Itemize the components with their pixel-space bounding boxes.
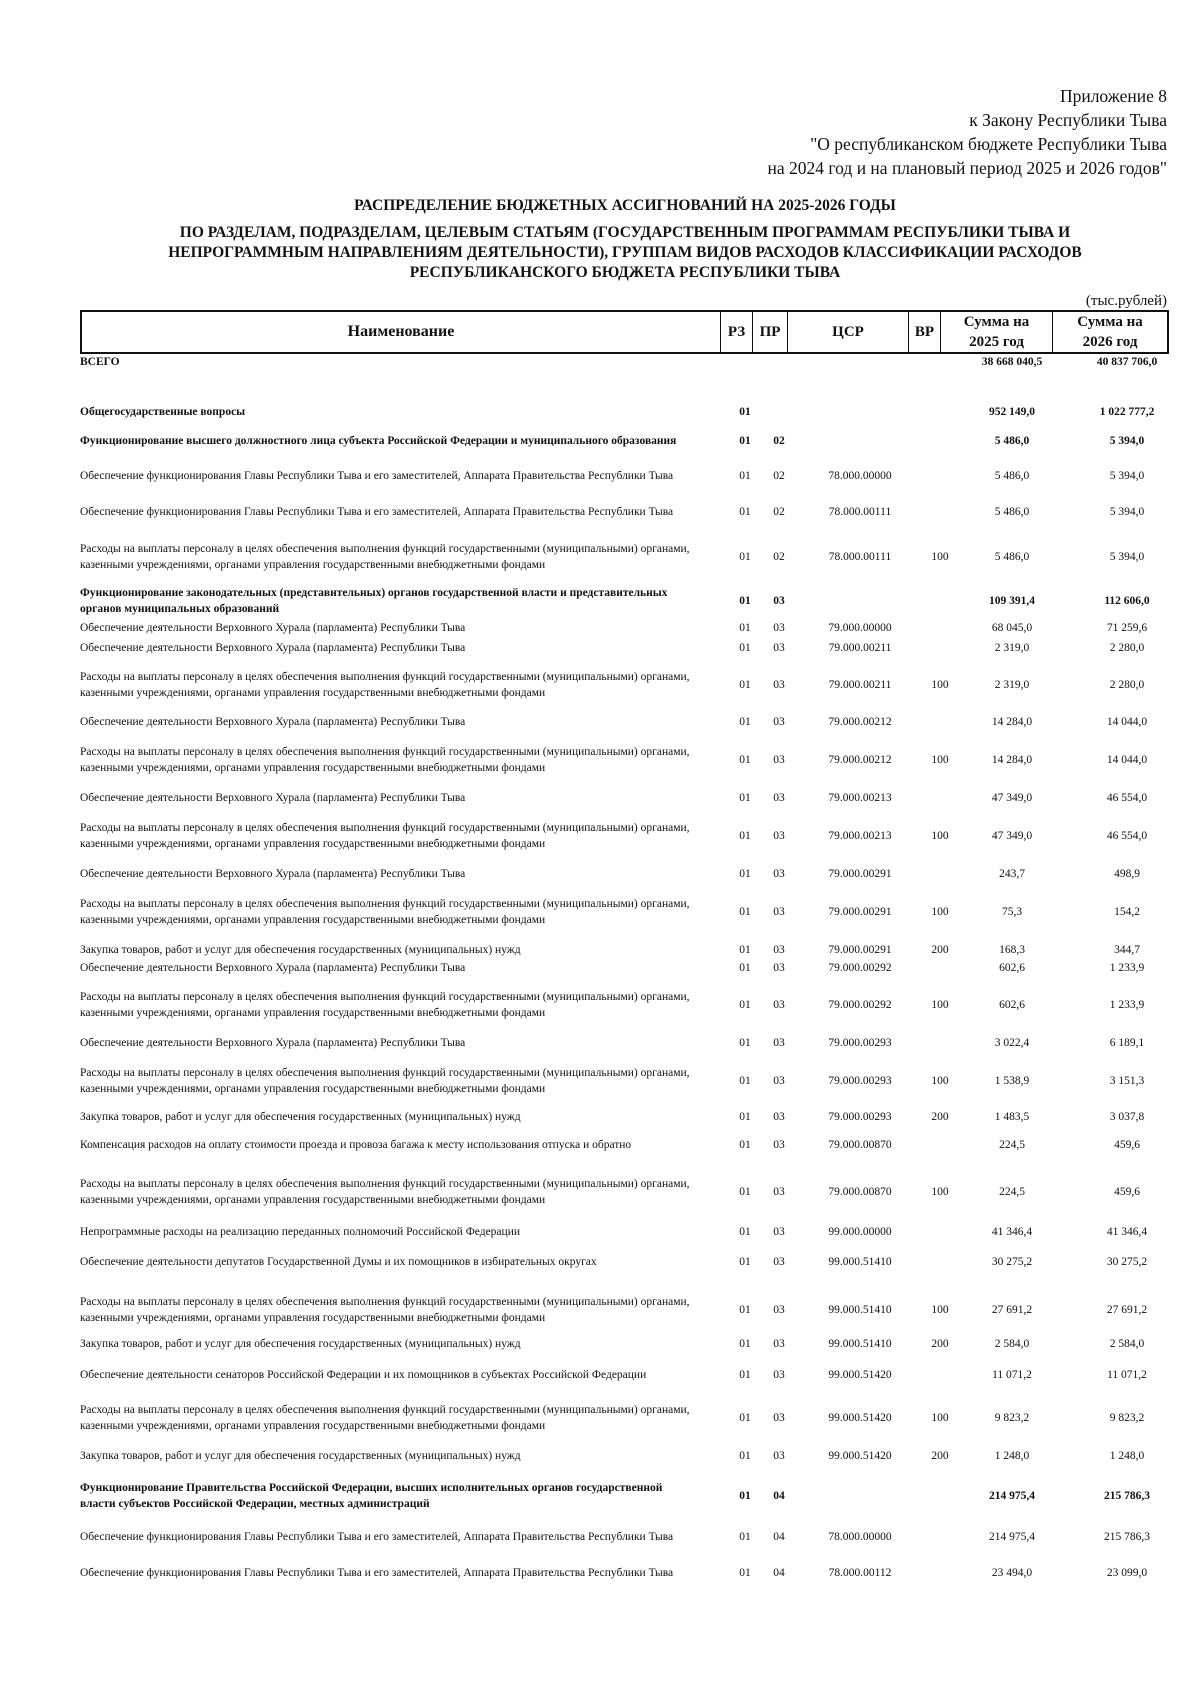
row-sum-2025: 68 045,0 (991, 622, 1033, 634)
row-sum-2025: 602,6 (999, 999, 1025, 1011)
title-line-1: РАСПРЕДЕЛЕНИЕ БЮДЖЕТНЫХ АССИГНОВАНИЙ НА 2025-2026 ГОДЫ (354, 197, 896, 214)
row-sum-2026: 498,9 (1114, 868, 1140, 880)
document-title (80, 196, 1170, 283)
row-rz: 01 (739, 1450, 751, 1462)
row-rz: 01 (739, 830, 751, 842)
row-sum-2025: 224,5 (999, 1186, 1025, 1198)
row-name: Расходы на выплаты персоналу в целях обеспечения выполнения функций государственными (муниципальными) органами, казенными учреждениями, органами управления государственными внебюджетными фондами (80, 1066, 690, 1095)
row-sum-2026: 2 280,0 (1109, 679, 1145, 691)
row-sum-2025: 23 494,0 (991, 1567, 1033, 1579)
row-sum-2025: 27 691,2 (991, 1304, 1033, 1316)
row-sum-2025: 14 284,0 (991, 716, 1033, 728)
table-header (80, 310, 1169, 354)
row-csr: 99.000.51420 (828, 1369, 892, 1381)
row-rz: 01 (739, 944, 751, 956)
row-rz: 01 (739, 1531, 751, 1543)
appendix-line-1: Приложение 8 (1059, 86, 1167, 106)
row-sum-2025: 214 975,4 (989, 1531, 1035, 1543)
row-name: Расходы на выплаты персоналу в целях обеспечения выполнения функций государственными (муниципальными) органами, казенными учреждениями, органами управления государственными внебюджетными фондами (80, 897, 690, 926)
row-rz: 01 (739, 1256, 751, 1268)
row-name: Обеспечение деятельности Верховного Хурала (парламента) Республики Тыва (80, 621, 466, 634)
table-row (80, 1034, 1169, 1052)
table-row (80, 403, 1169, 421)
row-sum-2025: 2 584,0 (994, 1338, 1030, 1350)
row-sum-2026: 112 606,0 (1104, 595, 1150, 607)
row-vr: 100 (931, 1412, 949, 1424)
table-row (80, 1108, 1169, 1126)
table-row (80, 713, 1169, 731)
table-row (80, 495, 1169, 529)
row-sum-2026: 40 837 706,0 (1096, 356, 1158, 368)
row-name: Расходы на выплаты персоналу в целях обеспечения выполнения функций государственными (муниципальными) органами, казенными учреждениями, органами управления государственными внебюджетными фондами (80, 542, 690, 571)
table-row (80, 1223, 1169, 1241)
row-sum-2026: 23 099,0 (1106, 1567, 1148, 1579)
row-rz: 01 (739, 642, 751, 654)
row-name: Обеспечение деятельности Верховного Хурала (парламента) Республики Тыва (80, 867, 466, 880)
row-pr: 03 (773, 1304, 785, 1316)
row-sum-2026: 1 022 777,2 (1099, 406, 1155, 418)
column-header-pr: ПР (753, 312, 788, 352)
row-pr: 03 (773, 830, 785, 842)
row-sum-2026: 14 044,0 (1106, 716, 1148, 728)
title-line-4: РЕСПУБЛИКАНСКОГО БЮДЖЕТА РЕСПУБЛИКИ ТЫВА (409, 264, 841, 281)
row-csr: 99.000.51420 (828, 1450, 892, 1462)
row-name: Обеспечение деятельности депутатов Государственной Думы и их помощников в избирательных округах (80, 1255, 597, 1268)
row-rz: 01 (739, 506, 751, 518)
row-sum-2026: 459,6 (1114, 1139, 1140, 1151)
row-vr: 100 (931, 906, 949, 918)
table-row (80, 1253, 1169, 1271)
row-rz: 01 (739, 622, 751, 634)
row-name: Обеспечение деятельности Верховного Хурала (парламента) Республики Тыва (80, 1036, 466, 1049)
row-pr: 03 (773, 1450, 785, 1462)
row-pr: 03 (773, 642, 785, 654)
table-row (80, 353, 1169, 371)
row-csr: 78.000.00112 (828, 1567, 892, 1579)
row-sum-2026: 2 280,0 (1109, 642, 1145, 654)
column-header-vr: ВР (909, 312, 941, 352)
row-pr: 04 (773, 1531, 785, 1543)
row-csr: 79.000.00213 (828, 830, 892, 842)
row-name: Расходы на выплаты персоналу в целях обеспечения выполнения функций государственными (муниципальными) органами, казенными учреждениями, органами управления государственными внебюджетными фондами (80, 1403, 690, 1432)
row-pr: 03 (773, 679, 785, 691)
row-name: Обеспечение деятельности Верховного Хурала (парламента) Республики Тыва (80, 791, 466, 804)
table-row (80, 1393, 1169, 1443)
row-name: Расходы на выплаты персоналу в целях обеспечения выполнения функций государственными (муниципальными) органами, казенными учреждениями, органами управления государственными внебюджетными фондами (80, 990, 690, 1019)
row-pr: 03 (773, 622, 785, 634)
column-header-sum-2026 (1053, 312, 1167, 352)
row-csr: 79.000.00291 (828, 868, 892, 880)
row-name: Расходы на выплаты персоналу в целях обеспечения выполнения функций государственными (муниципальными) органами, казенными учреждениями, органами управления государственными внебюджетными фондами (80, 745, 690, 774)
row-sum-2026: 459,6 (1114, 1186, 1140, 1198)
row-rz: 01 (739, 1075, 751, 1087)
row-sum-2025: 47 349,0 (991, 792, 1033, 804)
row-sum-2026: 3 151,3 (1109, 1075, 1145, 1087)
row-name: Обеспечение деятельности Верховного Хурала (парламента) Республики Тыва (80, 641, 466, 654)
row-csr: 79.000.00292 (828, 999, 892, 1011)
row-csr: 79.000.00000 (828, 622, 892, 634)
row-pr: 02 (773, 470, 785, 482)
row-pr: 03 (773, 792, 785, 804)
row-pr: 04 (773, 1567, 785, 1579)
table-row (80, 1358, 1169, 1392)
row-rz: 01 (739, 679, 751, 691)
row-sum-2026: 154,2 (1114, 906, 1140, 918)
row-csr: 99.000.51420 (828, 1412, 892, 1424)
row-vr: 100 (931, 999, 949, 1011)
appendix-line-3: "О республиканском бюджете Республики Тыва (810, 134, 1167, 154)
row-vr: 100 (931, 754, 949, 766)
row-rz: 01 (739, 551, 751, 563)
row-pr: 03 (773, 1369, 785, 1381)
row-pr: 03 (773, 1412, 785, 1424)
row-name: Закупка товаров, работ и услуг для обеспечения государственных (муниципальных) нужд (80, 1337, 521, 1350)
row-sum-2025: 41 346,4 (991, 1226, 1033, 1238)
row-vr: 100 (931, 551, 949, 563)
table-row (80, 424, 1169, 458)
row-rz: 01 (739, 1186, 751, 1198)
row-vr: 200 (931, 1111, 949, 1123)
row-rz: 01 (739, 792, 751, 804)
row-csr: 99.000.51410 (828, 1256, 892, 1268)
row-pr: 03 (773, 999, 785, 1011)
table-row (80, 584, 1169, 618)
row-sum-2026: 1 233,9 (1109, 962, 1145, 974)
row-name: Компенсация расходов на оплату стоимости проезда и провоза багажа к месту использования отпуска и обратно (80, 1138, 632, 1151)
table-row (80, 865, 1169, 883)
row-sum-2026: 27 691,2 (1106, 1304, 1148, 1316)
row-csr: 99.000.51410 (828, 1304, 892, 1316)
row-sum-2025: 214 975,4 (989, 1490, 1035, 1502)
row-sum-2025: 109 391,4 (989, 595, 1035, 607)
row-sum-2025: 1 483,5 (994, 1111, 1030, 1123)
row-name: Закупка товаров, работ и услуг для обеспечения государственных (муниципальных) нужд (80, 1110, 521, 1123)
row-pr: 03 (773, 595, 785, 607)
column-header-sum-2026-line2: 2026 год (1082, 334, 1138, 350)
row-sum-2026: 11 071,2 (1107, 1369, 1147, 1381)
row-rz: 01 (739, 1412, 751, 1424)
row-name: Обеспечение функционирования Главы Республики Тыва и его заместителей, Аппарата Правительства Республики Тыва (80, 505, 674, 518)
row-rz: 01 (739, 435, 751, 447)
table-row (80, 1520, 1169, 1554)
row-csr: 78.000.00111 (828, 551, 892, 563)
row-sum-2025: 602,6 (999, 962, 1025, 974)
table-row (80, 1556, 1169, 1590)
row-sum-2025: 47 349,0 (991, 830, 1033, 842)
row-csr: 79.000.00293 (828, 1111, 892, 1123)
row-csr: 79.000.00293 (828, 1037, 892, 1049)
row-rz: 01 (739, 406, 751, 418)
row-csr: 79.000.00211 (828, 642, 892, 654)
row-sum-2025: 243,7 (999, 868, 1025, 880)
row-pr: 02 (773, 435, 785, 447)
row-csr: 78.000.00000 (828, 1531, 892, 1543)
row-csr: 79.000.00870 (828, 1186, 892, 1198)
row-sum-2025: 14 284,0 (991, 754, 1033, 766)
table-row (80, 887, 1169, 937)
table-row (80, 1335, 1169, 1353)
column-header-sum-2026-line1: Сумма на (1077, 314, 1143, 330)
row-name: Расходы на выплаты персоналу в целях обеспечения выполнения функций государственными (муниципальными) органами, казенными учреждениями, органами управления государственными внебюджетными фондами (80, 821, 690, 850)
row-pr: 03 (773, 1226, 785, 1238)
table-row (80, 941, 1169, 959)
row-vr: 100 (931, 1075, 949, 1087)
row-pr: 04 (773, 1490, 785, 1502)
row-csr: 79.000.00211 (828, 679, 892, 691)
table-row (80, 660, 1169, 710)
row-pr: 03 (773, 1111, 785, 1123)
row-rz: 01 (739, 1226, 751, 1238)
table-row (80, 1128, 1169, 1162)
row-csr: 79.000.00293 (828, 1075, 892, 1087)
row-pr: 03 (773, 1075, 785, 1087)
row-sum-2026: 5 394,0 (1109, 435, 1145, 447)
row-name: Обеспечение функционирования Главы Республики Тыва и его заместителей, Аппарата Правительства Республики Тыва (80, 469, 674, 482)
row-name: Обеспечение деятельности Верховного Хурала (парламента) Республики Тыва (80, 961, 466, 974)
row-name: Обеспечение функционирования Главы Республики Тыва и его заместителей, Аппарата Правительства Республики Тыва (80, 1566, 674, 1579)
row-rz: 01 (739, 1369, 751, 1381)
table-row (80, 811, 1169, 861)
row-name: Непрограммные расходы на реализацию переданных полномочий Российской Федерации (80, 1225, 520, 1238)
column-header-sum-2025 (941, 312, 1053, 352)
row-sum-2025: 2 319,0 (994, 679, 1030, 691)
row-csr: 99.000.51410 (828, 1338, 892, 1350)
appendix-line-4: на 2024 год и на плановый период 2025 и 2026 годов" (767, 158, 1167, 178)
row-rz: 01 (739, 906, 751, 918)
row-rz: 01 (739, 716, 751, 728)
units-label: (тыс.рублей) (1085, 293, 1167, 309)
row-vr: 100 (931, 830, 949, 842)
row-vr: 200 (931, 1450, 949, 1462)
row-sum-2025: 1 538,9 (994, 1075, 1030, 1087)
appendix-line-2: к Закону Республики Тыва (969, 110, 1167, 130)
row-name: Расходы на выплаты персоналу в целях обеспечения выполнения функций государственными (муниципальными) органами, казенными учреждениями, органами управления государственными внебюджетными фондами (80, 1177, 690, 1206)
row-sum-2025: 75,3 (1001, 906, 1023, 918)
row-csr: 79.000.00212 (828, 754, 892, 766)
row-sum-2026: 14 044,0 (1106, 754, 1148, 766)
row-sum-2026: 1 233,9 (1109, 999, 1145, 1011)
row-vr: 100 (931, 679, 949, 691)
row-sum-2026: 41 346,4 (1106, 1226, 1148, 1238)
row-sum-2025: 30 275,2 (991, 1256, 1033, 1268)
row-sum-2025: 5 486,0 (994, 551, 1030, 563)
column-header-csr: ЦСР (788, 312, 909, 352)
row-pr: 02 (773, 551, 785, 563)
row-pr: 03 (773, 1338, 785, 1350)
row-name: Обеспечение деятельности сенаторов Российской Федерации и их помощников в субъектах Российской Федерации (80, 1368, 647, 1381)
row-sum-2026: 344,7 (1114, 944, 1140, 956)
row-pr: 03 (773, 868, 785, 880)
row-name: Обеспечение деятельности Верховного Хурала (парламента) Республики Тыва (80, 715, 466, 728)
row-sum-2026: 46 554,0 (1106, 830, 1148, 842)
row-sum-2026: 46 554,0 (1106, 792, 1148, 804)
row-csr: 78.000.00000 (828, 470, 892, 482)
row-rz: 01 (739, 962, 751, 974)
row-pr: 03 (773, 1037, 785, 1049)
row-name: Функционирование Правительства Российской Федерации, высших исполнительных органов государственной власти субъектов Российской Федерации, местных администраций (80, 1481, 663, 1510)
row-pr: 02 (773, 506, 785, 518)
row-sum-2026: 5 394,0 (1109, 470, 1145, 482)
row-rz: 01 (739, 868, 751, 880)
row-name: Закупка товаров, работ и услуг для обеспечения государственных (муниципальных) нужд (80, 1449, 521, 1462)
row-sum-2026: 5 394,0 (1109, 506, 1145, 518)
table-row (80, 1447, 1169, 1465)
row-name: Расходы на выплаты персоналу в целях обеспечения выполнения функций государственными (муниципальными) органами, казенными учреждениями, органами управления государственными внебюджетными фондами (80, 1295, 690, 1324)
row-sum-2026: 5 394,0 (1109, 551, 1145, 563)
row-sum-2026: 9 823,2 (1109, 1412, 1145, 1424)
row-sum-2026: 71 259,6 (1106, 622, 1148, 634)
row-rz: 01 (739, 999, 751, 1011)
row-sum-2025: 952 149,0 (989, 406, 1035, 418)
row-rz: 01 (739, 1037, 751, 1049)
row-sum-2025: 9 823,2 (994, 1412, 1030, 1424)
row-pr: 03 (773, 716, 785, 728)
row-rz: 01 (739, 1490, 751, 1502)
row-csr: 79.000.00292 (828, 962, 892, 974)
table-row (80, 1285, 1169, 1335)
table-row (80, 980, 1169, 1030)
table-row (80, 1479, 1169, 1513)
row-pr: 03 (773, 754, 785, 766)
table-row (80, 959, 1169, 977)
row-pr: 03 (773, 1256, 785, 1268)
row-sum-2025: 1 248,0 (994, 1450, 1030, 1462)
row-sum-2026: 215 786,3 (1104, 1531, 1150, 1543)
row-sum-2025: 224,5 (999, 1139, 1025, 1151)
row-csr: 79.000.00213 (828, 792, 892, 804)
row-pr: 03 (773, 1186, 785, 1198)
row-sum-2025: 5 486,0 (994, 470, 1030, 482)
table-row (80, 532, 1169, 582)
column-header-sum-2025-line1: Сумма на (963, 314, 1030, 330)
column-header-rz: РЗ (721, 312, 753, 352)
row-csr: 79.000.00870 (828, 1139, 892, 1151)
row-sum-2026: 1 248,0 (1109, 1450, 1145, 1462)
row-sum-2025: 5 486,0 (994, 506, 1030, 518)
row-sum-2026: 3 037,8 (1109, 1111, 1145, 1123)
row-rz: 01 (739, 1304, 751, 1316)
row-csr: 79.000.00291 (828, 944, 892, 956)
row-rz: 01 (739, 1139, 751, 1151)
row-sum-2025: 2 319,0 (994, 642, 1030, 654)
row-sum-2025: 11 071,2 (992, 1369, 1032, 1381)
row-name: Обеспечение функционирования Главы Республики Тыва и его заместителей, Аппарата Правительства Республики Тыва (80, 1530, 674, 1543)
row-name: Закупка товаров, работ и услуг для обеспечения государственных (муниципальных) нужд (80, 943, 521, 956)
row-vr: 200 (931, 944, 949, 956)
appendix-header (768, 84, 1167, 180)
row-name: Общегосударственные вопросы (80, 405, 246, 418)
row-sum-2026: 2 584,0 (1109, 1338, 1145, 1350)
row-name: Расходы на выплаты персоналу в целях обеспечения выполнения функций государственными (муниципальными) органами, казенными учреждениями, органами управления государственными внебюджетными фондами (80, 670, 690, 699)
row-sum-2025: 5 486,0 (994, 435, 1030, 447)
table-row (80, 619, 1169, 637)
row-pr: 03 (773, 962, 785, 974)
row-rz: 01 (739, 1567, 751, 1579)
row-sum-2026: 215 786,3 (1104, 1490, 1150, 1502)
row-csr: 78.000.00111 (828, 506, 892, 518)
row-sum-2025: 3 022,4 (994, 1037, 1030, 1049)
table-row (80, 735, 1169, 785)
row-sum-2026: 30 275,2 (1106, 1256, 1148, 1268)
row-sum-2025: 38 668 040,5 (981, 356, 1043, 368)
title-line-3: НЕПРОГРАММНЫМ НАПРАВЛЕНИЯМ ДЕЯТЕЛЬНОСТИ), ГРУППАМ ВИДОВ РАСХОДОВ КЛАССИФИКАЦИИ РАСХОДОВ (168, 244, 1082, 261)
row-csr: 79.000.00291 (828, 906, 892, 918)
row-rz: 01 (739, 1338, 751, 1350)
table-row (80, 1167, 1169, 1217)
table-row (80, 459, 1169, 493)
column-header-name: Наименование (82, 312, 721, 352)
row-csr: 79.000.00212 (828, 716, 892, 728)
row-vr: 200 (931, 1338, 949, 1350)
row-rz: 01 (739, 470, 751, 482)
table-row (80, 1056, 1169, 1106)
row-sum-2025: 168,3 (999, 944, 1025, 956)
row-pr: 03 (773, 944, 785, 956)
row-name: Функционирование законодательных (представительных) органов государственной власти и представительных органов муниципальных образований (80, 586, 668, 615)
row-pr: 03 (773, 1139, 785, 1151)
row-pr: 03 (773, 906, 785, 918)
row-rz: 01 (739, 1111, 751, 1123)
row-name: ВСЕГО (80, 355, 120, 368)
row-name: Функционирование высшего должностного лица субъекта Российской Федерации и муниципального образования (80, 434, 677, 447)
row-vr: 100 (931, 1304, 949, 1316)
row-vr: 100 (931, 1186, 949, 1198)
row-csr: 99.000.00000 (828, 1226, 892, 1238)
table-row (80, 639, 1169, 657)
table-row (80, 789, 1169, 807)
row-sum-2026: 6 189,1 (1109, 1037, 1145, 1049)
row-rz: 01 (739, 595, 751, 607)
title-line-2: ПО РАЗДЕЛАМ, ПОДРАЗДЕЛАМ, ЦЕЛЕВЫМ СТАТЬЯМ (ГОСУДАРСТВЕННЫМ ПРОГРАММАМ РЕСПУБЛИКИ ТЫВА И (179, 224, 1071, 241)
column-header-sum-2025-line2: 2025 год (969, 334, 1024, 350)
row-rz: 01 (739, 754, 751, 766)
